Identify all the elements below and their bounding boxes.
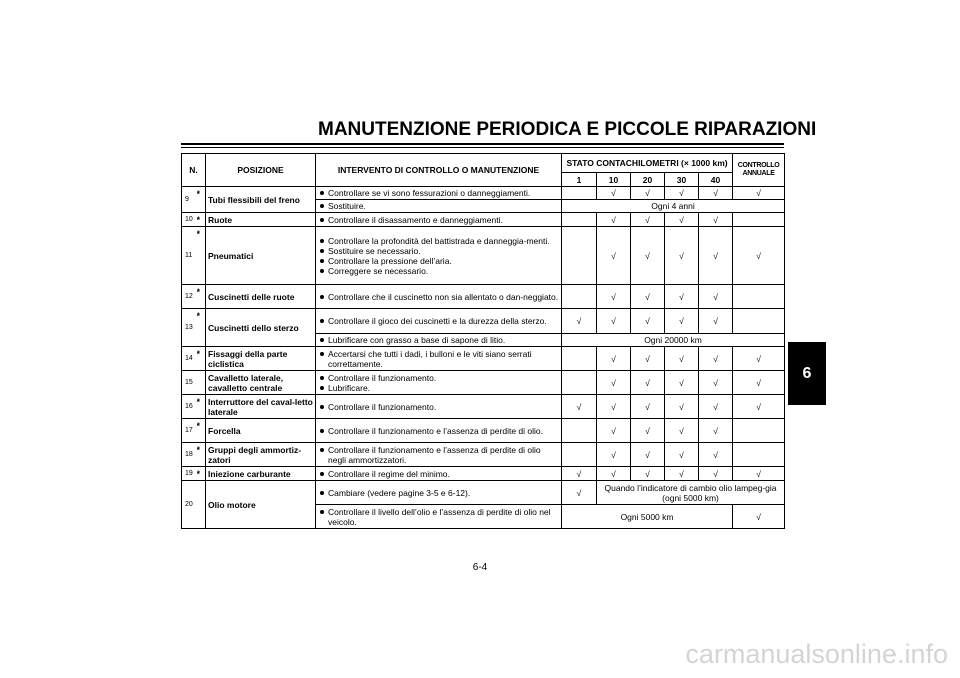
row-action: Controllare che il cuscinetto non sia allentato o dan-neggiato. (328, 291, 559, 302)
row-action: Controllare il regime del minimo. (328, 468, 450, 479)
table-row (182, 309, 785, 334)
row-position: Cavalletto laterale, cavalletto centrale (206, 371, 316, 395)
check-mark: √ (597, 443, 631, 467)
row-position: Forcella (206, 419, 316, 443)
header-km-1: 1 (562, 173, 597, 187)
bullet-icon (320, 295, 324, 299)
table-row (182, 371, 785, 395)
row-number: 9 (182, 187, 197, 213)
row-number: 14 (182, 347, 197, 371)
interval-text: Ogni 5000 km (562, 505, 733, 529)
bullet-icon (320, 510, 324, 514)
check-mark: √ (631, 285, 665, 309)
interval-text: Ogni 20000 km (562, 334, 785, 347)
table-row (182, 285, 785, 309)
row-star (197, 481, 206, 529)
bullet-icon (320, 386, 324, 390)
check-mark: √ (665, 443, 699, 467)
row-action: Controllare il funzionamento e l’assenza di perdite di olio negli ammortizzatori. (328, 444, 541, 465)
check-mark: √ (562, 481, 597, 505)
header-km-20: 20 (631, 173, 665, 187)
watermark: carmanualsonline.info (685, 639, 948, 669)
row-action: Controllare la pressione dell’aria. (328, 255, 452, 266)
row-position: Cuscinetti delle ruote (206, 285, 316, 309)
row-number: 18 (182, 443, 197, 467)
row-position: Fissaggi della parte ciclistica (206, 347, 316, 371)
row-number: 12 (182, 285, 197, 309)
check-mark: √ (699, 187, 733, 200)
table-row (182, 395, 785, 419)
check-mark: √ (665, 285, 699, 309)
check-mark: √ (597, 419, 631, 443)
check-mark: √ (597, 395, 631, 419)
check-mark: √ (631, 467, 665, 481)
page-number: 6-4 (472, 562, 488, 573)
check-mark: √ (665, 309, 699, 334)
row-action: Controllare il funzionamento. (328, 372, 437, 383)
check-mark: √ (699, 443, 733, 467)
row-position: Pneumatici (206, 227, 316, 285)
row-number: 19 (182, 467, 197, 481)
row-number: 10 (182, 213, 197, 227)
bullet-icon (320, 472, 324, 476)
table-row (182, 347, 785, 371)
header-km-30: 30 (665, 173, 699, 187)
interval-text: Ogni 4 anni (562, 200, 785, 213)
bullet-icon (320, 352, 324, 356)
check-mark: √ (699, 285, 733, 309)
row-number: 15 (182, 371, 197, 395)
check-mark: √ (631, 309, 665, 334)
check-mark: √ (631, 227, 665, 285)
row-action: Accertarsi che tutti i dadi, i bulloni e le viti siano serrati correttamente. (328, 348, 532, 369)
interval-text: Quando l’indicatore di cambio olio lampeg-gia (ogni 5000 km) (597, 481, 785, 505)
bullet-icon (320, 218, 324, 222)
check-mark: √ (699, 395, 733, 419)
row-position: Gruppi degli ammortiz-zatori (206, 443, 316, 467)
header-num: N. (182, 154, 206, 187)
row-action: Lubrificare con grasso a base di sapone di litio. (328, 335, 506, 345)
chapter-tab: 6 (788, 342, 826, 405)
row-action: Correggere se necessario. (328, 265, 429, 276)
check-mark: √ (597, 213, 631, 227)
row-number: 13 (182, 309, 197, 347)
check-mark: √ (733, 187, 785, 200)
bullet-icon (320, 376, 324, 380)
check-mark: √ (733, 347, 785, 371)
check-mark: √ (597, 227, 631, 285)
table-row (182, 481, 785, 505)
bullet-icon (320, 249, 324, 253)
row-action: Controllare il disassamento e danneggiamenti. (328, 214, 503, 225)
check-mark: √ (631, 347, 665, 371)
bullet-icon (320, 191, 324, 195)
check-mark: √ (597, 187, 631, 200)
row-star: * (197, 213, 206, 227)
row-star: * (197, 187, 206, 213)
row-star: * (197, 467, 206, 481)
check-mark: √ (597, 309, 631, 334)
check-mark: √ (665, 347, 699, 371)
bullet-icon (320, 269, 324, 273)
check-mark: √ (665, 419, 699, 443)
check-mark: √ (631, 443, 665, 467)
row-action: Cambiare (vedere pagine 3-5 e 6-12). (328, 487, 471, 498)
row-action: Controllare il gioco dei cuscinetti e la durezza della sterzo. (328, 316, 547, 326)
row-action: Controllare il funzionamento e l’assenza di perdite di olio. (328, 425, 543, 436)
row-position: Interruttore del caval-letto laterale (206, 395, 316, 419)
check-mark: √ (631, 187, 665, 200)
row-action: Sostituire se necessario. (328, 245, 421, 256)
check-mark: √ (699, 227, 733, 285)
check-mark: √ (631, 395, 665, 419)
table-row (182, 187, 785, 200)
check-mark: √ (631, 371, 665, 395)
row-star: * (197, 227, 206, 285)
row-star: * (197, 395, 206, 419)
bullet-icon (320, 448, 324, 452)
bullet-icon (320, 491, 324, 495)
row-action: Controllare la profondità del battistrada e danneggia-menti. (328, 235, 550, 246)
bullet-icon (320, 204, 324, 208)
check-mark: √ (562, 395, 597, 419)
row-star: * (197, 347, 206, 371)
row-star: * (197, 309, 206, 347)
check-mark: √ (597, 371, 631, 395)
check-mark: √ (665, 371, 699, 395)
check-mark: √ (597, 467, 631, 481)
bullet-icon (320, 429, 324, 433)
header-annual: CONTROLLO ANNUALE (733, 154, 785, 187)
table-row (182, 443, 785, 467)
check-mark: √ (562, 309, 597, 334)
row-number: 11 (182, 227, 197, 285)
bullet-icon (320, 259, 324, 263)
check-mark: √ (631, 419, 665, 443)
table-row (182, 419, 785, 443)
check-mark: √ (733, 395, 785, 419)
row-action: Controllare se vi sono fessurazioni o danneggiamenti. (328, 188, 531, 198)
row-position: Tubi flessibili del freno (206, 187, 316, 213)
check-mark: √ (699, 347, 733, 371)
row-number: 20 (182, 481, 197, 529)
row-position: Olio motore (206, 481, 316, 529)
check-mark: √ (699, 213, 733, 227)
header-km-40: 40 (699, 173, 733, 187)
table-row (182, 467, 785, 481)
check-mark: √ (733, 227, 785, 285)
row-action: Sostituire. (328, 201, 366, 211)
check-mark: √ (699, 467, 733, 481)
row-star (197, 371, 206, 395)
header-km-10: 10 (597, 173, 631, 187)
check-mark: √ (562, 467, 597, 481)
check-mark: √ (665, 467, 699, 481)
bullet-icon (320, 405, 324, 409)
title-rule-thick (181, 143, 784, 145)
check-mark: √ (597, 347, 631, 371)
row-position: Cuscinetti dello sterzo (206, 309, 316, 347)
check-mark: √ (631, 213, 665, 227)
check-mark: √ (665, 227, 699, 285)
row-number: 16 (182, 395, 197, 419)
bullet-icon (320, 239, 324, 243)
check-mark: √ (665, 213, 699, 227)
check-mark: √ (699, 309, 733, 334)
row-action: Lubrificare. (328, 382, 371, 393)
row-star: * (197, 419, 206, 443)
row-action: Controllare il funzionamento. (328, 401, 437, 412)
row-position: Iniezione carburante (206, 467, 316, 481)
row-star: * (197, 443, 206, 467)
bullet-icon (320, 319, 324, 323)
page-title: MANUTENZIONE PERIODICA E PICCOLE RIPARAZIONI (318, 119, 817, 140)
header-intervention: INTERVENTO DI CONTROLLO O MANUTENZIONE (316, 154, 562, 187)
header-position: POSIZIONE (206, 154, 316, 187)
check-mark: √ (665, 187, 699, 200)
table-row (182, 213, 785, 227)
bullet-icon (320, 338, 324, 342)
check-mark: √ (699, 419, 733, 443)
check-mark: √ (733, 371, 785, 395)
row-position: Ruote (206, 213, 316, 227)
title-rule-thin (181, 147, 784, 148)
check-mark: √ (733, 467, 785, 481)
header-odometer: STATO CONTACHILOMETRI (× 1000 km) (562, 154, 733, 173)
check-mark: √ (597, 285, 631, 309)
check-mark: √ (699, 371, 733, 395)
check-mark: √ (665, 395, 699, 419)
table-row (182, 227, 785, 285)
check-mark: √ (733, 505, 785, 529)
row-action: Controllare il livello dell’olio e l’assenza di perdite di olio nel veicolo. (328, 506, 551, 527)
row-star: * (197, 285, 206, 309)
header-row (182, 154, 785, 173)
row-number: 17 (182, 419, 197, 443)
maintenance-table (181, 153, 785, 529)
